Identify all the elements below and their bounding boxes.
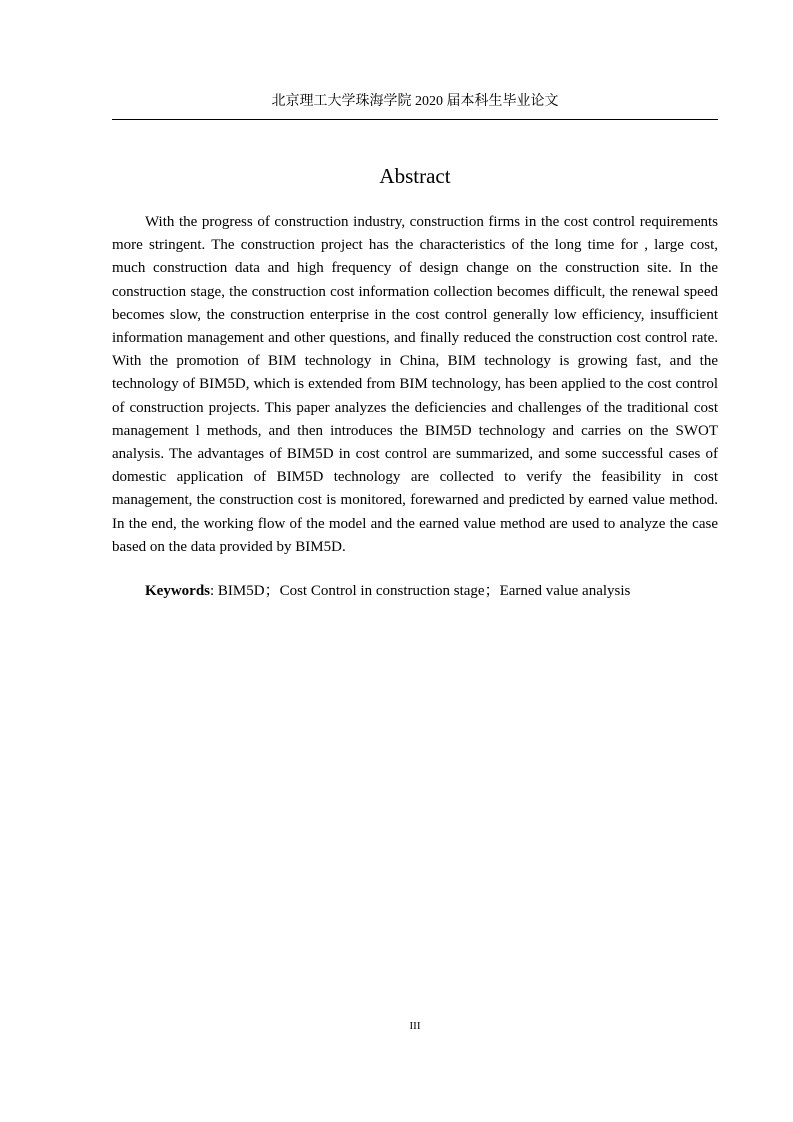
- page-title: Abstract: [379, 164, 451, 188]
- header-rule: [112, 119, 718, 120]
- keywords-label: Keywords: [145, 583, 210, 599]
- page-number: III: [409, 1020, 421, 1032]
- keywords-value: BIM5D；Cost Control in construction stage；Earned value analysis: [217, 583, 631, 599]
- abstract-body: With the progress of construction industry, construction firms in the cost control requirements more stringent. The construction project has the characteristics of the long time for , large cost, much construction data and high frequency of design change on the construction site. In the construction stage, the construction cost information collection becomes difficult, the renewal speed becomes slow, the construction enterprise in the cost control generally low efficiency, insufficient information management and other questions, and finally reduced the construction cost control rate. With the promotion of BIM technology in China, BIM technology is growing fast, and the technology of BIM5D, which is extended from BIM technology, has been applied to the cost control of construction projects. This paper analyzes the deficiencies and challenges of the traditional cost management l methods, and then introduces the BIM5D technology and carries on the SWOT analysis. The advantages of BIM5D in cost control are summarized, and some successful cases of domestic application of BIM5D technology are collected to verify the feasibility in cost management, the construction cost is monitored, forewarned and predicted by earned value method. In the end, the working flow of the model and the earned value method are used to analyze the case based on the data provided by BIM5D.: [112, 214, 718, 555]
- keywords-line: [145, 580, 718, 603]
- keywords-separator: :: [210, 583, 218, 599]
- running-header: 北京理工大学珠海学院 2020 届本科生毕业论文: [271, 94, 559, 109]
